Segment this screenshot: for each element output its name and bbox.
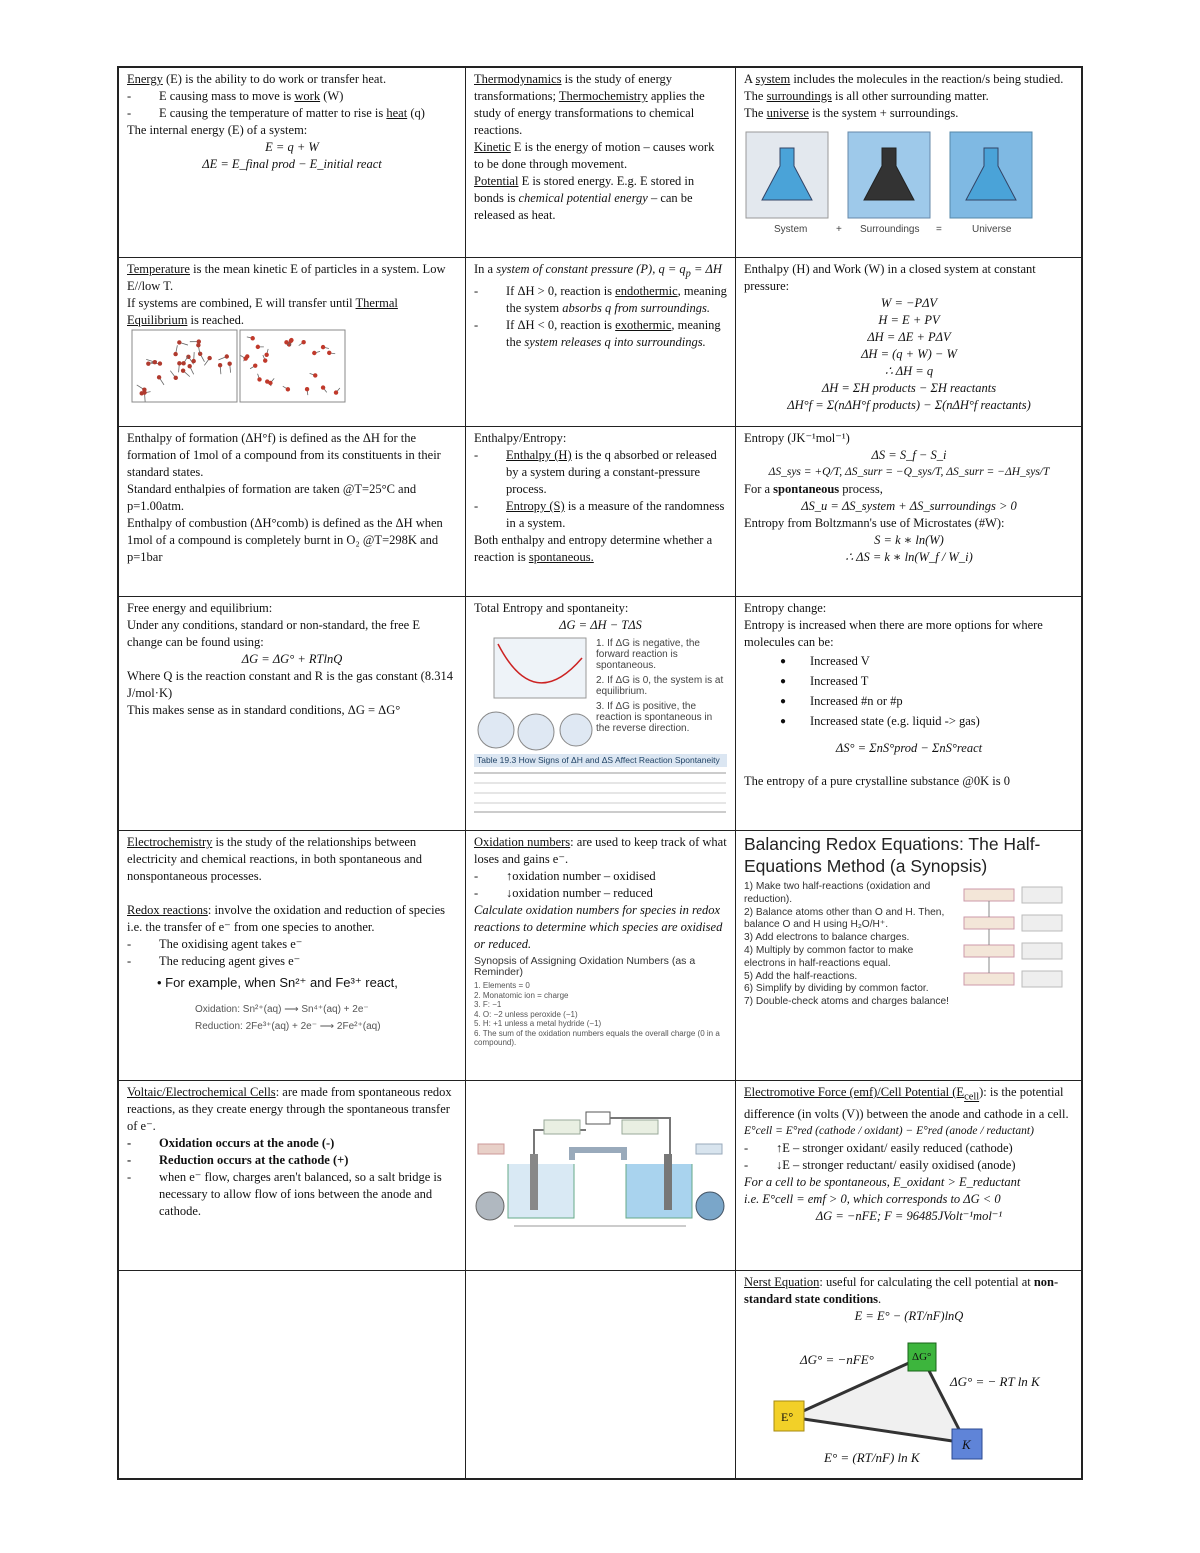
cathode-rule: - Reduction occurs at the cathode (+) (127, 1152, 457, 1169)
eq-h: H = E + PV (878, 313, 940, 327)
emf-positive-text: i.e. E°cell = emf > 0, which corresponds to ΔG < 0 (744, 1191, 1001, 1206)
row-5 (119, 831, 1081, 1081)
cell-entropy (736, 427, 1082, 596)
thermochemistry-term: Thermochemistry (558, 89, 648, 103)
particle-dot (263, 358, 267, 362)
cell-enthalpy-formation (119, 427, 466, 596)
particle-dot (146, 361, 150, 365)
combustion-text: Enthalpy of combustion (ΔH°comb) is defined as the ΔH when 1mol of a compound is completely burnt in O₂ @T=298K and p=1bar (127, 516, 443, 564)
bullet-state: ● Increased state (e.g. liquid -> gas) (744, 713, 1074, 730)
particle-dot (286, 387, 290, 391)
cell-oxidation-numbers (466, 831, 736, 1080)
entropy-change-text: Entropy is increased when there are more options for where molecules can be: (744, 618, 1043, 649)
particle-dot (313, 373, 317, 377)
nernst-end: . (878, 1292, 882, 1306)
cell-thermodynamics (466, 68, 736, 257)
exothermic-end: system releases q into surroundings. (524, 334, 706, 349)
eq-delta-s: ΔS = S_f − S_i (871, 448, 947, 462)
particle-dot (157, 375, 161, 379)
particle-dot (177, 361, 181, 365)
eq-w: W = −PΔV (880, 296, 938, 310)
particle-dot (196, 343, 200, 347)
synopsis-item-1: 1. Elements = 0 (474, 981, 530, 990)
particle-dot (207, 356, 211, 360)
universe-pre: The (744, 106, 767, 120)
cell-electrochemistry (119, 831, 466, 1080)
particle-dot (268, 381, 272, 385)
system-pre: A (744, 72, 756, 86)
universe-def: is the system + surroundings. (808, 106, 959, 120)
edge-right-label: ΔG° = − RT ln K (950, 1374, 1040, 1389)
eq-boltzmann: S = k ∗ ln(W) (874, 533, 944, 547)
equation-e-q-w: E = q + W (265, 140, 319, 154)
work-term: work (294, 89, 321, 103)
balancing-redox-title: Balancing Redox Equations: The Half-Equations Method (a Synopsis) (744, 834, 1041, 876)
particle-dot (321, 345, 325, 349)
cheat-sheet-table (117, 66, 1083, 1480)
endothermic-text: If ΔH > 0, reaction is (506, 283, 616, 298)
particle-dot (218, 363, 222, 367)
oxidising-agent-text: - The oxidising agent takes e⁻ (127, 936, 457, 953)
cell-nernst (736, 1271, 1082, 1478)
particle-dot (305, 387, 309, 391)
energy-term: Energy (127, 72, 163, 86)
cell-balancing-redox (736, 831, 1082, 1080)
boltzmann-text: Entropy from Boltzmann's use of Microstates (#W): (744, 516, 1005, 530)
step-1: 1) Make two half-reactions (oxidation and reduction). (744, 881, 931, 905)
row-2 (119, 258, 1081, 427)
particle-dot (289, 339, 293, 343)
eq-delta-h-1: ΔH = ΔE + PΔV (867, 330, 951, 344)
row-4 (119, 597, 1081, 831)
potential-def-end: – can be released as heat. (474, 191, 693, 222)
eq-delta-h-2: ΔH = (q + W) − W (861, 347, 957, 361)
eq-delta-hf: ΔH°f = Σ(nΔH°f products) − Σ(nΔH°f reactants) (787, 398, 1031, 412)
particle-dot (191, 359, 195, 363)
step-4: 4) Multiply by common factor to make electrons in half-reactions equal. (744, 944, 914, 969)
triangle-left-label: E° (781, 1410, 794, 1424)
work-text: E causing mass to move is (159, 89, 295, 103)
cell-enthalpy-entropy (466, 427, 736, 596)
particle-dot (181, 368, 185, 372)
enthalpy-def: is the q absorbed or released by a system during a constant-pressure process. (506, 448, 717, 496)
reductant-rule: - ↓E – stronger reductant/ easily oxidised (anode) (744, 1157, 1074, 1174)
particle-dot (227, 362, 231, 366)
heat-text: E causing the temperature of matter to rise is (159, 106, 387, 120)
row-1 (119, 68, 1081, 258)
synopsis-title: Synopsis of Assigning Oxidation Numbers (as a Reminder) (474, 955, 696, 978)
particle-dot (321, 385, 325, 389)
oxidised-rule: - ↑oxidation number – oxidised (474, 868, 727, 885)
endothermic-end: absorbs q from surroundings. (562, 300, 710, 315)
nernst-def: : useful for calculating the cell potential at (819, 1275, 1034, 1289)
emf-term: Electromotive Force (emf)/Cell Potential (E (744, 1085, 965, 1099)
triangle-top-label: ΔG° (912, 1351, 932, 1363)
formation-text: Enthalpy of formation (ΔH°f) is defined as the ΔH for the formation of 1mol of a compound from its constituents in their standard states. (127, 431, 441, 479)
particle-dot (327, 351, 331, 355)
particle-dot (256, 345, 260, 349)
anode-rule: - Oxidation occurs at the anode (-) (127, 1135, 457, 1152)
particle-dot (253, 363, 257, 367)
gibbs-point-1: 1. If ΔG is negative, the forward reaction is spontaneous. (596, 638, 700, 671)
cell-enthalpy-work (736, 258, 1082, 426)
exothermic-term: exothermic (615, 317, 672, 332)
spontaneous-text: Both enthalpy and entropy determine whether a reaction is (474, 533, 713, 564)
balancing-steps (744, 881, 954, 1009)
universe-term: universe (766, 106, 809, 120)
row-6 (119, 1081, 1081, 1271)
free-energy-triangle (744, 1325, 1074, 1475)
spontaneous-cell-text: For a cell to be spontaneous, E_oxidant > E_reductant (744, 1174, 1021, 1189)
particle-dot (312, 351, 316, 355)
particle-dot (173, 352, 177, 356)
particle-dot (174, 376, 178, 380)
synopsis-item-4: 4. O: −2 unless peroxide (−1) (474, 1009, 578, 1019)
spontaneity-table-title: Table 19.3 How Signs of ΔH and ΔS Affect Reaction Spontaneity (474, 754, 727, 767)
particle-dot (334, 390, 338, 394)
work-symbol: (W) (320, 89, 344, 103)
cell-temperature (119, 258, 466, 426)
potential-term: Potential (474, 174, 519, 188)
spont-pre: For a (744, 482, 774, 496)
particle-dot (257, 377, 261, 381)
fig-label-equals: = (936, 224, 942, 235)
step-5: 5) Add the half-reactions. (744, 970, 858, 982)
heat-term: heat (386, 106, 408, 120)
spont-end: process, (839, 482, 883, 496)
fig-label-universe: Universe (972, 224, 1012, 235)
reduced-rule: - ↓oxidation number – reduced (474, 885, 727, 902)
surroundings-pre: The (744, 89, 767, 103)
electrochemistry-def: is the study of the relationships between electricity and chemical reactions, in both spontaneous and nonspontaneous processes. (127, 835, 423, 883)
row-3 (119, 427, 1081, 597)
system-def: includes the molecules in the reaction/s being studied. (790, 72, 1064, 86)
fig-label-surroundings: Surroundings (860, 224, 920, 235)
synopsis-item-2: 2. Monatomic ion = charge (474, 990, 569, 1000)
cell-constant-pressure: In a system of constant pressure (P), $q = q_p = \Delta H$ - If ΔH > 0, reaction is endothermic, meaning the system absorbs q from surroundings. - If ΔH < 0, reaction is exothermic, meaning the system releases q into surroundings. (466, 258, 736, 426)
kinetic-term: Kinetic (474, 140, 511, 154)
free-energy-heading: Free energy and equilibrium: (127, 601, 273, 615)
step-6: 6) Simplify by dividing by common factor. (744, 983, 929, 995)
half-equation-flow-figure (956, 881, 1066, 991)
fig-label-plus: + (836, 224, 842, 235)
free-energy-text: Under any conditions, standard or non-standard, the free E change can be found using: (127, 618, 420, 649)
cell-energy (119, 68, 466, 257)
bullet-temperature: ● Increased T (744, 673, 1074, 690)
eq-delta-s-universe: ΔS_u = ΔS_system + ΔS_surroundings > 0 (801, 499, 1017, 513)
particle-dot (264, 353, 268, 357)
particle-dot (250, 336, 254, 340)
entropy-term: Entropy (S) (506, 499, 565, 513)
particle-dot (177, 340, 181, 344)
oxidation-numbers-term: Oxidation numbers (474, 835, 571, 849)
temperature-term: Temperature (127, 262, 190, 276)
cell-galvanic-figure (466, 1081, 736, 1270)
eq-delta-g-nfe: ΔG = −nFE; F = 96485JVolt⁻¹mol⁻¹ (815, 1208, 1003, 1223)
emf-def: ): is the potential difference (in volts (V)) between the anode and cathode in a cell. (744, 1085, 1069, 1121)
thermodynamics-def: is the study of energy transformations; (474, 72, 673, 103)
heat-symbol: (q) (407, 106, 425, 120)
cell-entropy-change (736, 597, 1082, 830)
third-law-text: The entropy of a pure crystalline substance @0K is 0 (744, 774, 1010, 788)
emf-subscript: cell (964, 1091, 980, 1103)
eq-nernst: E = E° − (RT/nF)lnQ (854, 1309, 964, 1323)
salt-bridge-rule: - when e⁻ flow, charges aren't balanced, so a salt bridge is necessary to allow flow of ions between the anode and cathode. (127, 1169, 457, 1220)
eq-delta-g-rtlnq: ΔG = ΔG° + RTlnQ (241, 652, 343, 666)
oxidation-synopsis-figure (474, 956, 727, 1048)
edge-left-label: ΔG° = −nFE° (800, 1352, 874, 1367)
standard-conditions-text: Standard enthalpies of formation are taken @T=25°C and p=1.00atm. (127, 482, 417, 513)
cp-pre: In a (474, 262, 497, 276)
cell-empty-2 (466, 1271, 736, 1478)
cell-emf (736, 1081, 1082, 1270)
bullet-volume: ● Increased V (744, 653, 1074, 670)
system-surroundings-universe-figure (744, 128, 1034, 238)
voltaic-def: : are made from spontaneous redox reactions, as they create energy through the spontaneous transfer of e⁻. (127, 1085, 452, 1133)
voltaic-term: Voltaic/Electrochemical Cells (127, 1085, 276, 1099)
particle-dot (153, 360, 157, 364)
spontaneous-term: spontaneous. (528, 550, 594, 564)
thermal-equilibrium-term: Thermal Equilibrium (127, 296, 398, 327)
enthalpy-term: Enthalpy (H) (506, 448, 572, 462)
potential-def: E is stored energy. E.g. E stored in bonds is (474, 174, 695, 205)
enthalpy-work-text: Enthalpy (H) and Work (W) in a closed system at constant pressure: (744, 262, 1036, 293)
particle-dot (142, 390, 146, 394)
electrochemistry-term: Electrochemistry (127, 835, 213, 849)
equilibrium-end: is reached. (187, 313, 244, 327)
eq-delta-s-standard: ΔS° = ΣnS°prod − ΣnS°react (835, 741, 983, 755)
endothermic-mid: , meaning the system (506, 283, 727, 315)
spontaneity-table (474, 767, 726, 813)
synopsis-item-6: 6. The sum of the oxidation numbers equals the overall charge (0 in a compound). (474, 1028, 720, 1047)
row-7 (119, 1271, 1081, 1478)
gibbs-figure (474, 634, 727, 754)
entropy-def: is a measure of the randomness in a system. (506, 499, 725, 530)
oxidation-half-reaction: Oxidation: Sn²⁺(aq) ⟶ Sn⁴⁺(aq) + 2e⁻ (195, 1004, 369, 1015)
particle-dot (158, 361, 162, 365)
fig-label-system: System (774, 224, 808, 235)
calculate-oxidation-text: Calculate oxidation numbers for species in redox reactions to determine which species are oxidised or reduced. (474, 903, 723, 951)
triangle-right-label: K (962, 1437, 971, 1452)
particle-dot (243, 356, 247, 360)
reduction-half-reaction: Reduction: 2Fe³⁺(aq) + 2e⁻ ⟶ 2Fe²⁺(aq) (195, 1021, 381, 1032)
eq-gibbs: ΔG = ΔH − TΔS (559, 618, 642, 632)
system-term: system (755, 72, 791, 86)
synopsis-item-5: 5. H: +1 unless a metal hydride (−1) (474, 1019, 602, 1028)
endothermic-term: endothermic (615, 283, 678, 298)
internal-energy-text: The internal energy (E) of a system: (127, 123, 308, 137)
oxidation-numbers-def: : are used to keep track of what loses and gains e⁻. (474, 835, 727, 866)
gibbs-point-2: 2. If ΔG is 0, the system is at equilibrium. (596, 675, 724, 697)
energy-def: (E) is the ability to do work or transfer heat. (162, 72, 387, 86)
cell-empty-1 (119, 1271, 466, 1478)
gas-constant-text: Where Q is the reaction constant and R is the gas constant (8.314 J/mol·K) (127, 669, 453, 700)
eq-boltzmann-delta: ∴ ΔS = k ∗ ln(W_f / W_i) (845, 550, 973, 564)
gibbs-curve-figure (474, 634, 594, 752)
eq-delta-h-3: ∴ ΔH = q (884, 364, 934, 378)
galvanic-cell-figure (474, 1110, 726, 1230)
equation-delta-e: ΔE = E_final prod − E_initial react (202, 157, 382, 171)
step-7: 7) Double-check atoms and charges balance! (744, 996, 949, 1008)
particle-dot (187, 364, 191, 368)
kinetic-def: E is the energy of motion – causes work to be done through movement. (474, 140, 715, 171)
standard-sense-text: This makes sense as in standard conditions, ΔG = ΔG° (127, 703, 401, 717)
nonstandard-term: non-standard state conditions (744, 1275, 1059, 1306)
total-entropy-heading: Total Entropy and spontaneity: (474, 601, 629, 615)
synopsis-item-3: 3. F: −1 (474, 1000, 502, 1009)
exothermic-text: If ΔH < 0, reaction is (506, 317, 616, 332)
eq-delta-h-4: ΔH = ΣH products − ΣH reactants (821, 381, 997, 395)
particle-dot (225, 354, 229, 358)
cp-delta-h: = ΔH (690, 262, 722, 276)
entropy-units: Entropy (JK⁻¹mol⁻¹) (744, 431, 850, 445)
surroundings-term: surroundings (766, 89, 832, 103)
chemical-potential-term: chemical potential energy (518, 191, 648, 205)
eq-delta-s-sys: ΔS_sys = +Q/T, ΔS_surr = −Q_sys/T, ΔS_surr = −ΔH_sys/T (768, 466, 1050, 478)
eq-e-cell: E°cell = E°red (cathode / oxidant) − E°red (anode / reductant) (744, 1124, 1034, 1137)
cell-total-entropy (466, 597, 736, 830)
cp-system: system of constant pressure (P), q = q (496, 262, 686, 276)
redox-term: Redox reactions (127, 903, 208, 917)
particle-dot (301, 340, 305, 344)
oxidant-rule: - ↑E – stronger oxidant/ easily reduced (cathode) (744, 1140, 1074, 1157)
edge-bottom-label: E° = (RT/nF) ln K (824, 1450, 920, 1465)
cell-system (736, 68, 1082, 257)
bullet-moles: ● Increased #n or #p (744, 693, 1074, 710)
cell-voltaic-cells (119, 1081, 466, 1270)
equilibrium-text: If systems are combined, E will transfer until (127, 296, 356, 310)
particle-diagram (131, 329, 346, 409)
temperature-def: is the mean kinetic E of particles in a system. Low E//low T. (127, 262, 446, 293)
entropy-change-heading: Entropy change: (744, 601, 827, 615)
surroundings-def: is all other surrounding matter. (831, 89, 989, 103)
step-3: 3) Add electrons to balance charges. (744, 932, 910, 944)
thermodynamics-term: Thermodynamics (474, 72, 562, 86)
gibbs-points (596, 638, 724, 734)
exothermic-mid: , meaning the (506, 317, 721, 349)
redox-def: : involve the oxidation and reduction of species i.e. the transfer of e⁻ from one species to another. (127, 903, 445, 934)
cell-free-energy (119, 597, 466, 830)
gibbs-point-3: 3. If ΔG is positive, the reaction is spontaneous in the reverse direction. (596, 701, 713, 734)
redox-example-line: • For example, when Sn²⁺ and Fe³⁺ react, (157, 975, 398, 990)
nernst-term: Nerst Equation (744, 1275, 820, 1289)
voltmeter-icon (586, 1112, 610, 1124)
particle-dot (181, 361, 185, 365)
reducing-agent-text: - The reducing agent gives e⁻ (127, 953, 457, 970)
spont-term: spontaneous (773, 482, 840, 496)
enthalpy-entropy-heading: Enthalpy/Entropy: (474, 431, 567, 445)
thermochemistry-def: applies the study of energy transformations to chemical reactions. (474, 89, 705, 137)
step-2: 2) Balance atoms other than O and H. Then, balance O and H using H₂O/H⁺. (744, 906, 945, 931)
